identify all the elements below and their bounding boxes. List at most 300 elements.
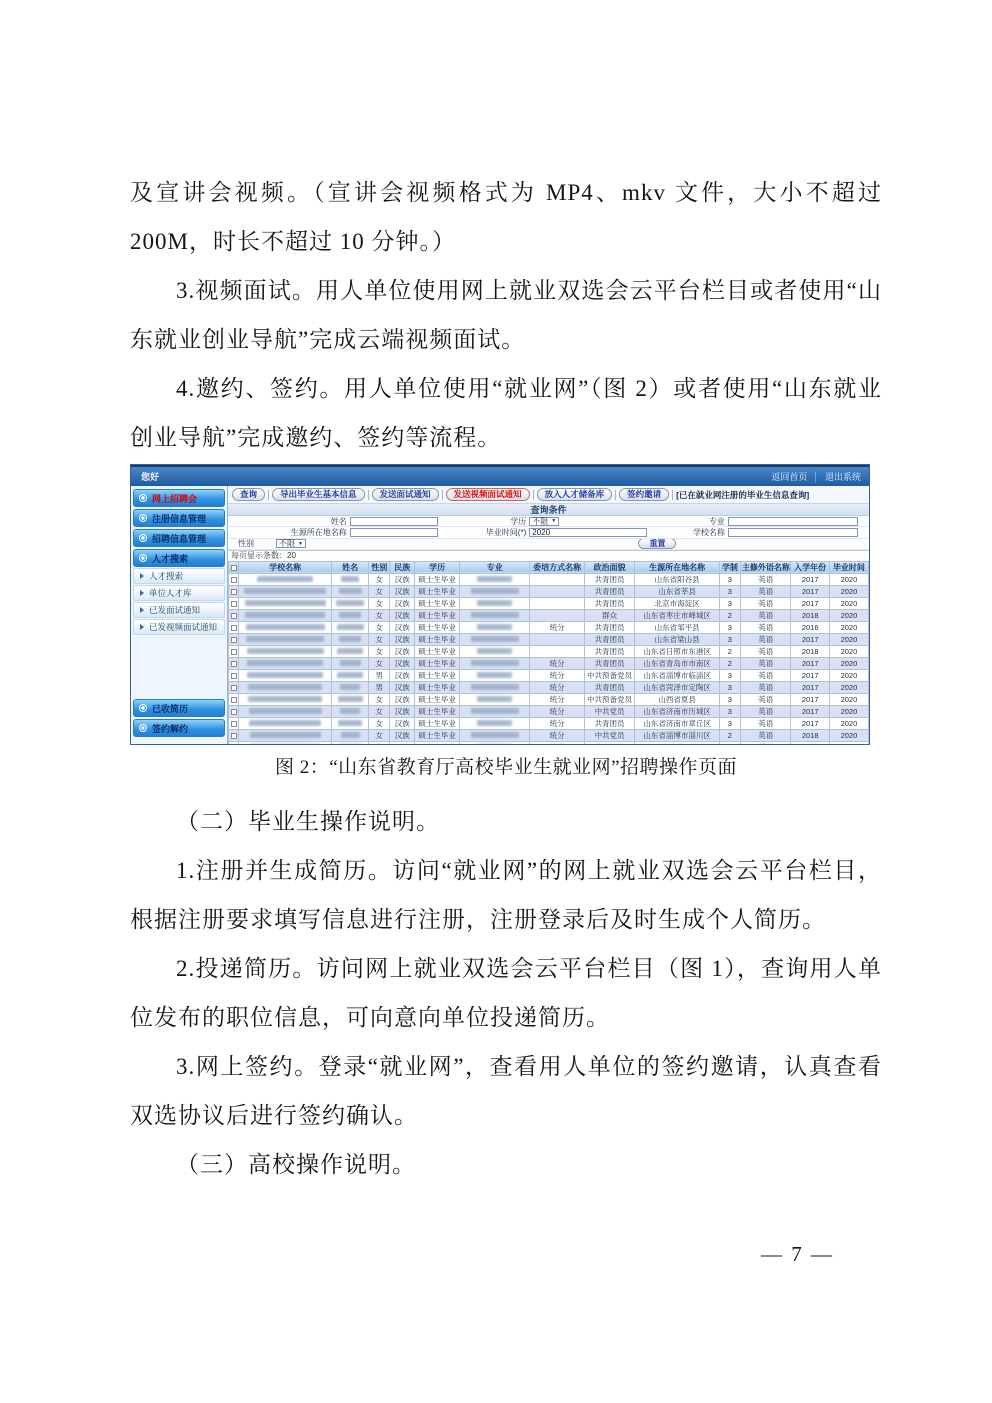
major-cell-redacted <box>460 597 530 609</box>
row-checkbox[interactable] <box>231 613 237 619</box>
sidebar-item-label: 签约解约 <box>152 723 189 734</box>
row-checkbox[interactable] <box>231 721 237 727</box>
cell: 2020 <box>829 729 868 741</box>
cell: 硕士生毕业 <box>415 621 460 633</box>
cell: 2020 <box>829 669 868 681</box>
caret-down-icon: ▼ <box>551 518 557 525</box>
column-header: 毕业时间 <box>829 561 868 573</box>
row-select-cell <box>229 633 239 645</box>
row-checkbox[interactable] <box>231 685 237 691</box>
sidebar-item-received-resumes[interactable] <box>133 699 225 717</box>
cell: 汉族 <box>390 729 415 741</box>
cell: 硕士生毕业 <box>415 609 460 621</box>
redacted-text <box>477 576 512 582</box>
table-row <box>229 609 869 621</box>
sidebar-item-label: 人才搜索 <box>152 553 189 564</box>
row-checkbox[interactable] <box>231 589 237 595</box>
bullseye-icon <box>139 554 147 562</box>
redacted-text <box>338 720 362 726</box>
sidebar-item-label: 注册信息管理 <box>152 513 207 524</box>
redacted-text <box>247 672 322 678</box>
cell <box>530 645 584 657</box>
cell: 山东省邹平县 <box>635 621 719 633</box>
column-header: 委培方式名称 <box>530 561 584 573</box>
school-cell-redacted <box>239 693 332 705</box>
redacted-text <box>249 720 321 726</box>
greeting-text: 您好 <box>141 472 160 482</box>
hometown-input[interactable] <box>350 528 438 537</box>
name-cell-redacted <box>332 633 369 645</box>
sidebar-item-unit-talent-pool[interactable] <box>133 585 225 601</box>
cell: 2017 <box>791 573 829 585</box>
cell: 汉族 <box>390 717 415 729</box>
embedded-screenshot <box>130 464 870 745</box>
cell: 2 <box>719 657 740 669</box>
cell: 2018 <box>791 729 829 741</box>
redacted-text <box>257 576 313 582</box>
row-select-cell <box>229 657 239 669</box>
school-cell-redacted <box>239 741 332 744</box>
cell: 2016 <box>791 621 829 633</box>
cell: 2020 <box>829 609 868 621</box>
graduation-time-input[interactable] <box>529 528 647 537</box>
reset-button[interactable]: 重置 <box>638 539 676 550</box>
cell <box>719 741 740 744</box>
redacted-text <box>471 684 519 690</box>
name-cell-redacted <box>332 585 369 597</box>
cell: 汉族 <box>390 645 415 657</box>
cell: 山东省菏泽市定陶区 <box>635 681 719 693</box>
name-cell-redacted <box>332 573 369 585</box>
cell <box>584 741 635 744</box>
table-row <box>229 741 869 744</box>
cell <box>740 741 791 744</box>
cell: 女 <box>369 621 390 633</box>
cell: 汉族 <box>390 657 415 669</box>
redacted-text <box>341 732 360 738</box>
select-all-header <box>229 561 239 573</box>
cell <box>829 741 868 744</box>
cell <box>635 741 719 744</box>
table-row <box>229 693 869 705</box>
row-select-cell <box>229 741 239 744</box>
cell: 汉族 <box>390 693 415 705</box>
cell: 女 <box>369 693 390 705</box>
school-cell-redacted <box>239 573 332 585</box>
main-content <box>228 486 869 744</box>
table-row <box>229 657 869 669</box>
add-to-talent-pool-button[interactable]: 放入人才储备库 <box>537 488 613 501</box>
redacted-text <box>248 684 323 690</box>
cell: 英语 <box>740 597 791 609</box>
toolbar-divider <box>368 490 369 500</box>
major-cell-redacted <box>460 669 530 681</box>
redacted-text <box>471 588 519 594</box>
cell: 硕士生毕业 <box>415 693 460 705</box>
cell: 3 <box>719 717 740 729</box>
cell: 女 <box>369 729 390 741</box>
school-cell-redacted <box>239 633 332 645</box>
cell: 2020 <box>829 585 868 597</box>
cell: 3 <box>719 669 740 681</box>
row-select-cell <box>229 645 239 657</box>
field-label: 学历 <box>446 516 529 527</box>
cell: 3 <box>719 693 740 705</box>
row-select-cell <box>229 597 239 609</box>
select-all-checkbox[interactable] <box>231 565 237 571</box>
redacted-text <box>246 636 324 642</box>
major-cell-redacted <box>460 717 530 729</box>
major-cell-redacted <box>460 741 530 744</box>
cell: 英语 <box>740 729 791 741</box>
row-checkbox[interactable] <box>231 649 237 655</box>
figure-caption: 图 2：“山东省教育厅高校毕业生就业网”招聘操作页面 <box>274 757 738 778</box>
school-cell-redacted <box>239 669 332 681</box>
cell: 统分 <box>530 705 584 717</box>
redacted-text <box>245 612 325 618</box>
cell: 统分 <box>530 717 584 729</box>
cell: 女 <box>369 657 390 669</box>
sidebar-item-talent-search-group[interactable] <box>133 549 225 567</box>
cell: 男 <box>369 681 390 693</box>
cell: 女 <box>369 645 390 657</box>
school-cell-redacted <box>239 621 332 633</box>
page-number: — 7 — <box>761 1242 834 1266</box>
results-table <box>228 561 869 744</box>
chevron-right-icon <box>140 573 144 579</box>
cell <box>530 609 584 621</box>
school-cell-redacted <box>239 729 332 741</box>
table-row <box>229 585 869 597</box>
redacted-text <box>477 600 512 606</box>
sidebar-item-sign-terminate[interactable] <box>133 719 225 737</box>
redacted-text <box>340 660 361 666</box>
school-cell-redacted <box>239 597 332 609</box>
cell: 2017 <box>791 585 829 597</box>
send-video-interview-notice-button[interactable]: 发送视频面试通知 <box>446 488 530 501</box>
column-header: 学制 <box>719 561 740 573</box>
cell <box>791 741 829 744</box>
school-cell-redacted <box>239 645 332 657</box>
row-checkbox[interactable] <box>231 673 237 679</box>
topbar-links <box>771 470 861 483</box>
cell: 硕士生毕业 <box>415 729 460 741</box>
cell: 2020 <box>829 681 868 693</box>
sidebar-item-label: 已收简历 <box>152 703 189 714</box>
row-checkbox[interactable] <box>231 709 237 715</box>
name-cell-redacted <box>332 729 369 741</box>
cell: 3 <box>719 681 740 693</box>
cell: 共青团员 <box>584 573 635 585</box>
action-toolbar <box>228 486 869 504</box>
cell: 山东省阳谷县 <box>635 573 719 585</box>
sidebar-item-sent-interview-notices[interactable] <box>133 602 225 618</box>
name-cell-redacted <box>332 693 369 705</box>
redacted-text <box>247 660 323 666</box>
table-row <box>229 621 869 633</box>
cell: 共青团员 <box>584 645 635 657</box>
redacted-text <box>471 732 519 738</box>
sidebar-spacer <box>133 636 225 698</box>
logout-link[interactable]: 退出系统 <box>824 472 861 482</box>
cell: 统分 <box>530 693 584 705</box>
major-cell-redacted <box>460 729 530 741</box>
cell: 2017 <box>791 657 829 669</box>
redacted-text <box>471 660 519 666</box>
sidebar-item-online-job-fair[interactable] <box>133 489 225 507</box>
redacted-text <box>477 696 512 702</box>
gender-select[interactable]: 不限 ▼ <box>276 539 306 548</box>
major-cell-redacted <box>460 633 530 645</box>
sidebar-item-registration-info[interactable] <box>133 509 225 527</box>
cell: 共青团员 <box>584 717 635 729</box>
toolbar-divider <box>268 490 269 500</box>
cell: 汉族 <box>390 621 415 633</box>
cell: 共青团员 <box>584 633 635 645</box>
column-header: 民族 <box>390 561 415 573</box>
chevron-right-icon <box>140 607 144 613</box>
section-heading-universities: （三）高校操作说明。 <box>176 1152 416 1177</box>
paragraph-register-resume: 1.注册并生成简历。访问“就业网”的网上就业双选会云平台栏目，根据注册要求填写信息进行注册，注册登录后及时生成个人简历。 <box>130 858 882 932</box>
cell: 2020 <box>829 717 868 729</box>
paragraph-submit-resume: 2.投递简历。访问网上就业双选会云平台栏目（图 1），查询用人单位发布的职位信息，可向意向单位投递简历。 <box>130 956 882 1030</box>
column-header: 性别 <box>369 561 390 573</box>
app-body <box>131 486 869 744</box>
cell: 汉族 <box>390 669 415 681</box>
cell: 山东省济南市历城区 <box>635 705 719 717</box>
field-label: 生源所在地名称 <box>228 527 350 538</box>
major-cell-redacted <box>460 693 530 705</box>
registered-graduates-query-link[interactable]: [已在就业网注册的毕业生信息查询] <box>676 489 810 500</box>
redacted-text <box>471 708 519 714</box>
column-header: 主修外语名称 <box>741 562 790 572</box>
table-row <box>229 597 869 609</box>
cell: 统分 <box>530 657 584 669</box>
row-select-cell <box>229 609 239 621</box>
redacted-text <box>477 720 512 726</box>
cell <box>530 573 584 585</box>
major-cell-redacted <box>460 621 530 633</box>
cell: 共青团员 <box>584 585 635 597</box>
redacted-text <box>477 624 512 630</box>
cell: 硕士生毕业 <box>415 681 460 693</box>
sidebar-item-talent-search[interactable] <box>133 568 225 584</box>
table-row <box>229 633 869 645</box>
cell <box>530 597 584 609</box>
export-graduate-info-button[interactable]: 导出毕业生基本信息 <box>272 488 365 501</box>
cell: 3 <box>719 633 740 645</box>
major-cell-redacted <box>460 705 530 717</box>
cell: 山东省莘县 <box>635 585 719 597</box>
name-input[interactable] <box>350 517 438 526</box>
field-label: 毕业时间(*) <box>446 527 529 538</box>
cell: 2017 <box>791 717 829 729</box>
cell: 统分 <box>530 621 584 633</box>
cell <box>530 585 584 597</box>
cell: 统分 <box>530 681 584 693</box>
column-header: 学历 <box>415 561 460 573</box>
query-button[interactable]: 查询 <box>232 488 265 501</box>
field-label: 专业 <box>657 516 728 527</box>
cell: 北京市海淀区 <box>635 597 719 609</box>
school-cell-redacted <box>239 657 332 669</box>
row-checkbox[interactable] <box>231 637 237 643</box>
cell: 女 <box>369 633 390 645</box>
cell: 共青团员 <box>584 681 635 693</box>
cell: 共青团员 <box>584 597 635 609</box>
cell: 2020 <box>829 705 868 717</box>
redacted-text <box>248 696 322 702</box>
toolbar-divider <box>442 490 443 500</box>
cell: 中共预备党员 <box>584 693 635 705</box>
caret-down-icon: ▼ <box>298 540 303 547</box>
cell: 汉族 <box>390 585 415 597</box>
row-select-cell <box>229 693 239 705</box>
row-select-cell <box>229 681 239 693</box>
cell: 硕士生毕业 <box>415 669 460 681</box>
major-cell-redacted <box>460 585 530 597</box>
sidebar-item-sent-video-interview-notices[interactable] <box>133 619 225 635</box>
redacted-text <box>337 672 363 678</box>
column-header: 学校名称 <box>239 561 332 573</box>
toolbar-divider <box>533 490 534 500</box>
major-cell-redacted <box>460 609 530 621</box>
redacted-text <box>477 672 512 678</box>
major-input[interactable] <box>728 517 858 526</box>
cell <box>369 741 390 744</box>
cell: 中共党员 <box>584 705 635 717</box>
sidebar-item-recruit-info[interactable] <box>133 529 225 547</box>
query-conditions-title: 查询条件 <box>228 504 869 516</box>
name-cell-redacted <box>332 621 369 633</box>
cell: 汉族 <box>390 681 415 693</box>
cell: 2 <box>719 645 740 657</box>
cell: 2017 <box>791 681 829 693</box>
cell: 2018 <box>791 645 829 657</box>
home-link[interactable]: 返回首页 <box>771 472 808 482</box>
cell: 英语 <box>740 645 791 657</box>
cell: 2020 <box>829 693 868 705</box>
major-cell-redacted <box>460 645 530 657</box>
toolbar-divider <box>672 490 673 500</box>
redacted-text <box>338 696 363 702</box>
cell: 汉族 <box>390 597 415 609</box>
row-checkbox[interactable] <box>231 661 237 667</box>
redacted-text <box>340 708 360 714</box>
school-name-input[interactable] <box>728 528 858 537</box>
send-interview-notice-button[interactable]: 发送面试通知 <box>372 488 439 501</box>
cell: 硕士生毕业 <box>415 645 460 657</box>
cell: 统分 <box>530 729 584 741</box>
cell: 山东省淄博市淄川区 <box>635 729 719 741</box>
cell: 汉族 <box>390 573 415 585</box>
redacted-text <box>341 576 360 582</box>
education-select[interactable]: 不限 ▼ <box>529 517 559 526</box>
cell: 山东省梁山县 <box>635 633 719 645</box>
cell: 2020 <box>829 657 868 669</box>
column-header: 专业 <box>460 561 530 573</box>
cell: 汉族 <box>390 609 415 621</box>
cell: 硕士生毕业 <box>415 657 460 669</box>
row-checkbox[interactable] <box>231 733 237 739</box>
school-cell-redacted <box>239 717 332 729</box>
row-select-cell <box>229 573 239 585</box>
name-cell-redacted <box>332 717 369 729</box>
school-cell-redacted <box>239 681 332 693</box>
cell <box>390 741 415 744</box>
link-divider: │ <box>813 471 819 482</box>
cell: 山东省枣庄市峄城区 <box>635 609 719 621</box>
major-cell-redacted <box>460 573 530 585</box>
query-form <box>228 516 869 551</box>
paragraph-video-format: 及宣讲会视频。（宣讲会视频格式为 MP4、mkv 文件，大小不超过 200M，时长不超过 10 分钟。） <box>130 180 882 254</box>
name-cell-redacted <box>332 669 369 681</box>
cell: 2020 <box>829 621 868 633</box>
cell: 2020 <box>829 573 868 585</box>
cell: 英语 <box>740 621 791 633</box>
redacted-text <box>339 588 362 594</box>
row-checkbox[interactable] <box>231 697 237 703</box>
cell: 英语 <box>740 573 791 585</box>
redacted-text <box>471 612 519 618</box>
row-select-cell <box>229 585 239 597</box>
major-cell-redacted <box>460 681 530 693</box>
cell: 英语 <box>740 669 791 681</box>
cell: 2020 <box>829 645 868 657</box>
redacted-text <box>339 612 362 618</box>
school-cell-redacted <box>239 705 332 717</box>
cell: 硕士生毕业 <box>415 705 460 717</box>
paragraph-video-interview: 3.视频面试。用人单位使用网上就业双选会云平台栏目或者使用“山东就业创业导航”完成云端视频面试。 <box>130 278 882 352</box>
name-cell-redacted <box>332 645 369 657</box>
cell: 3 <box>719 585 740 597</box>
app-topbar <box>131 465 869 486</box>
row-checkbox[interactable] <box>231 577 237 583</box>
cell: 女 <box>369 573 390 585</box>
cell: 硕士生毕业 <box>415 633 460 645</box>
sidebar-item-label: 已发面试通知 <box>149 605 201 615</box>
sign-invitation-button[interactable]: 签约邀请 <box>619 488 669 501</box>
row-checkbox[interactable] <box>231 625 237 631</box>
redacted-text <box>336 600 364 606</box>
paragraph-online-sign: 3.网上签约。登录“就业网”，查看用人单位的签约邀请，认真查看双选协议后进行签约确认。 <box>130 1054 882 1128</box>
table-row <box>229 669 869 681</box>
cell: 2017 <box>791 693 829 705</box>
cell: 3 <box>719 705 740 717</box>
field-label: 学校名称 <box>657 527 728 538</box>
redacted-text <box>244 588 326 594</box>
page-size-text: 每页显示条数：20 <box>231 550 296 560</box>
redacted-text <box>471 636 519 642</box>
cell: 英语 <box>740 585 791 597</box>
chevron-right-icon <box>140 590 144 596</box>
cell: 共青团员 <box>584 621 635 633</box>
row-checkbox[interactable] <box>231 601 237 607</box>
cell: 山东省日照市东港区 <box>635 645 719 657</box>
section-heading-graduates: （二）毕业生操作说明。 <box>176 809 440 834</box>
table-row <box>229 681 869 693</box>
cell: 英语 <box>740 705 791 717</box>
sidebar-item-label: 已发视频面试通知 <box>149 622 218 632</box>
bullseye-icon <box>139 514 147 522</box>
cell: 2020 <box>829 633 868 645</box>
cell: 英语 <box>740 693 791 705</box>
cell: 中共党员 <box>584 729 635 741</box>
row-select-cell <box>229 717 239 729</box>
table-row <box>229 573 869 585</box>
redacted-text <box>250 732 321 738</box>
cell: 女 <box>369 597 390 609</box>
